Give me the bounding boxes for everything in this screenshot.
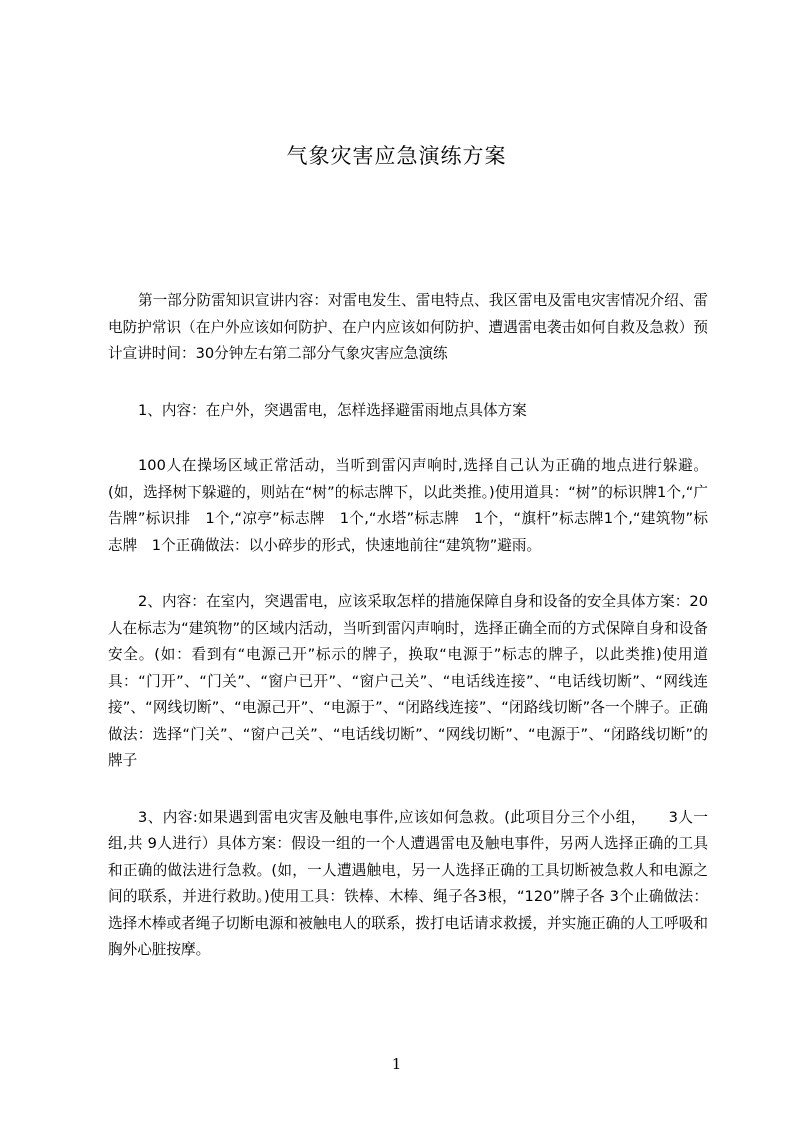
paragraph-lightning-knowledge: 第一部分防雷知识宣讲内容：对雷电发生、雷电特点、我区雷电及雷电灾害情况介绍、雷电防护常识（在户外应该如何防护、在户内应该如何防护、遭遇雷电袭击如何自救及急救）预计宣讲时间：30分钟左右第二部分气象灾害应急演练	[108, 292, 708, 362]
paragraph-outdoor-heading: 1、内容：在户外，突遇雷电，怎样选择避雷雨地点具体方案	[138, 401, 527, 419]
paragraph-first-aid-plan: 3、内容:如果遇到雷电灾害及触电事件,应该如何急救。(此项目分三个小组， 3人一组,共 9人进行）具体方案：假设一组的一个人遭遇雷电及触电事件，另两人选择正确的工具和正确的做法进行急救。(如，一人遭遇触电，另一人选择正确的工具切断被急救人和电源之间的联系，并进行救助。)使用工具：铁棒、木棒、绳子各3根，“120”牌子各 3个止确做法：选择木棒或者绳子切断电源和被触电人的联系，拨打电话请求救援，并实施正确的人工呼吸和胸外心脏按摩。	[108, 808, 708, 958]
page-number: 1	[391, 1055, 402, 1073]
document-body	[108, 288, 708, 994]
paragraph-indoor-plan: 2、内容：在室内，突遇雷电，应该采取怎样的措施保障自身和设备的安全具体方案：20人在标志为“建筑物”的区域内活动，当听到雷闪声响时，选择正确全而的方式保障自身和设备安全。(如：看到有“电源己开”标示的牌子，换取“电源于”标志的牌子，以此类推)使用道具：“门开”、“门关”、“窗户已开”、“窗户己关”、“电话线连接”、“电话线切断”、“网线连接”、“网线切断”、“电源己开”、“电源于”、“闭路线连接”、“闭路线切断”各一个牌子。正确做法：选择“门关”、“窗户己关”、“电话线切断”、“网线切断”、“电源于”、“闭路线切断”的牌子	[108, 593, 708, 769]
document-title: 气象灾害应急演练方案	[286, 144, 507, 168]
paragraph-outdoor-plan: 100人在操场区域正常活动，当听到雷闪声响时,选择自己认为正确的地点进行躲避。(如，选择树下躲避的，则站在“树”的标志牌下，以此类推。)使用道具：“树”的标识牌1个,“广告牌”标识排 1个,“凉亭”标志牌 1个,“水塔”标志牌 1个，“旗杆”标志牌1个,“建筑物”标志牌 1个正确做法：以小碎步的形式，快速地前往“建筑物”避雨。	[108, 457, 708, 554]
